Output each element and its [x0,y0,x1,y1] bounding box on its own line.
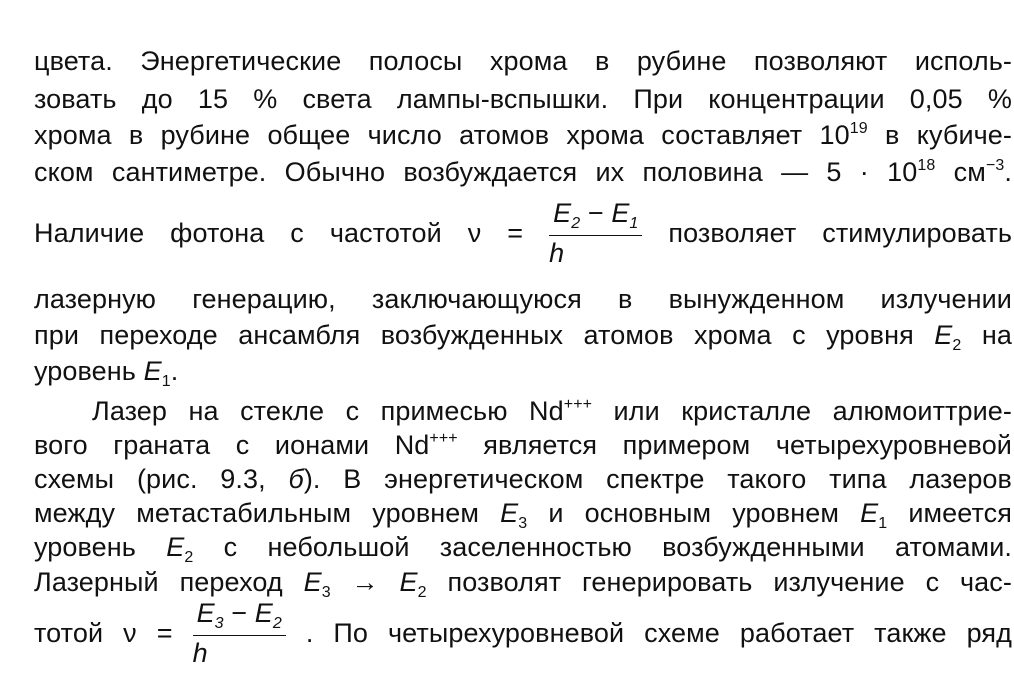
fraction [193,598,286,668]
subscript: 3 [321,584,331,601]
var: E [934,320,953,350]
text: является примером четырехуровневой [457,430,1012,460]
text-line [34,282,1012,316]
superscript: +++ [429,430,458,447]
text: Лазерный переход [34,567,304,597]
text: схемы (рис. 9.3, [34,464,289,494]
formula-line [34,590,1012,676]
text: уровень [34,356,144,386]
arrow: → [330,567,400,597]
italic-text: б [288,464,304,494]
text: и основным уровнем [527,498,861,528]
fraction-denominator: h [192,637,208,668]
text: . [1004,157,1012,187]
text: имеется [887,498,1013,528]
text: . По четырехуровневой схеме работает также ряд [305,618,1012,648]
text: на [961,320,1012,350]
text: . [170,356,179,386]
text: зовать до 15 % света лампы-вспышки. При концентрации 0,05 % [34,84,1012,114]
subscript: 1 [161,373,171,390]
text: уровень [34,532,167,562]
subscript: 3 [518,515,528,532]
text: см [935,157,986,187]
text: тотой ν = [34,618,173,648]
fraction-numerator [549,198,642,236]
subscript: 2 [417,584,427,601]
var: E [611,197,630,228]
var: E [254,597,273,628]
subscript: 2 [952,337,962,354]
text-line [34,82,1012,116]
text-line [34,354,1012,393]
text: лазерную генерацию, заключающуюся в вынужденном излучении [34,284,1012,314]
subscript: 1 [878,515,888,532]
text-line [34,155,1012,194]
subscript: 1 [629,214,639,232]
superscript: +++ [563,396,593,413]
operator: − [580,197,612,228]
operator: − [223,597,255,628]
text-line [34,44,1012,78]
text-line [34,530,1012,569]
subscript: 2 [272,614,282,632]
text: между метастабильным уровнем [34,498,501,528]
fraction-denominator: h [549,237,565,268]
subscript: 3 [214,614,224,632]
fraction-numerator [193,598,286,636]
text: Лазер на стекле с примесью Nd [92,396,564,426]
fraction [549,198,642,268]
text: ском сантиметре. Обычно возбуждается их половина — 5 · 10 [34,157,918,187]
subscript: 2 [184,549,194,566]
text: при переходе ансамбля возбужденных атомов хрома с уровня [34,320,935,350]
text: с небольшой заселенностью возбужденными атомами. [193,532,1012,562]
text: вого граната с ионами Nd [34,430,430,460]
text-line [34,118,1012,157]
text-line [34,318,1012,357]
var: E [553,197,572,228]
text: в кубиче- [867,120,1012,150]
var: E [143,356,162,386]
subscript: 2 [571,214,581,232]
var: E [500,498,519,528]
superscript: 19 [849,120,868,137]
text: позволяет стимулировать [668,218,1013,248]
formula-line [34,190,1012,276]
var: E [196,597,215,628]
superscript: −3 [985,157,1005,174]
text: Наличие фотона с частотой ν = [34,218,524,248]
var: E [860,498,879,528]
superscript: 18 [917,157,936,174]
var: E [166,532,185,562]
text: ). В энергетическом спектре такого типа лазеров [303,464,1012,494]
var: E [399,567,418,597]
text: позволят генерировать излучение с час- [426,567,1012,597]
text: или кристалле алюмоиттрие- [592,396,1013,426]
text: цвета. Энергетические полосы хрома в рубине позволяют исполь- [34,46,1012,76]
text-line [34,462,1012,496]
var: E [303,567,322,597]
text: хрома в рубине общее число атомов хрома составляет 10 [34,120,850,150]
